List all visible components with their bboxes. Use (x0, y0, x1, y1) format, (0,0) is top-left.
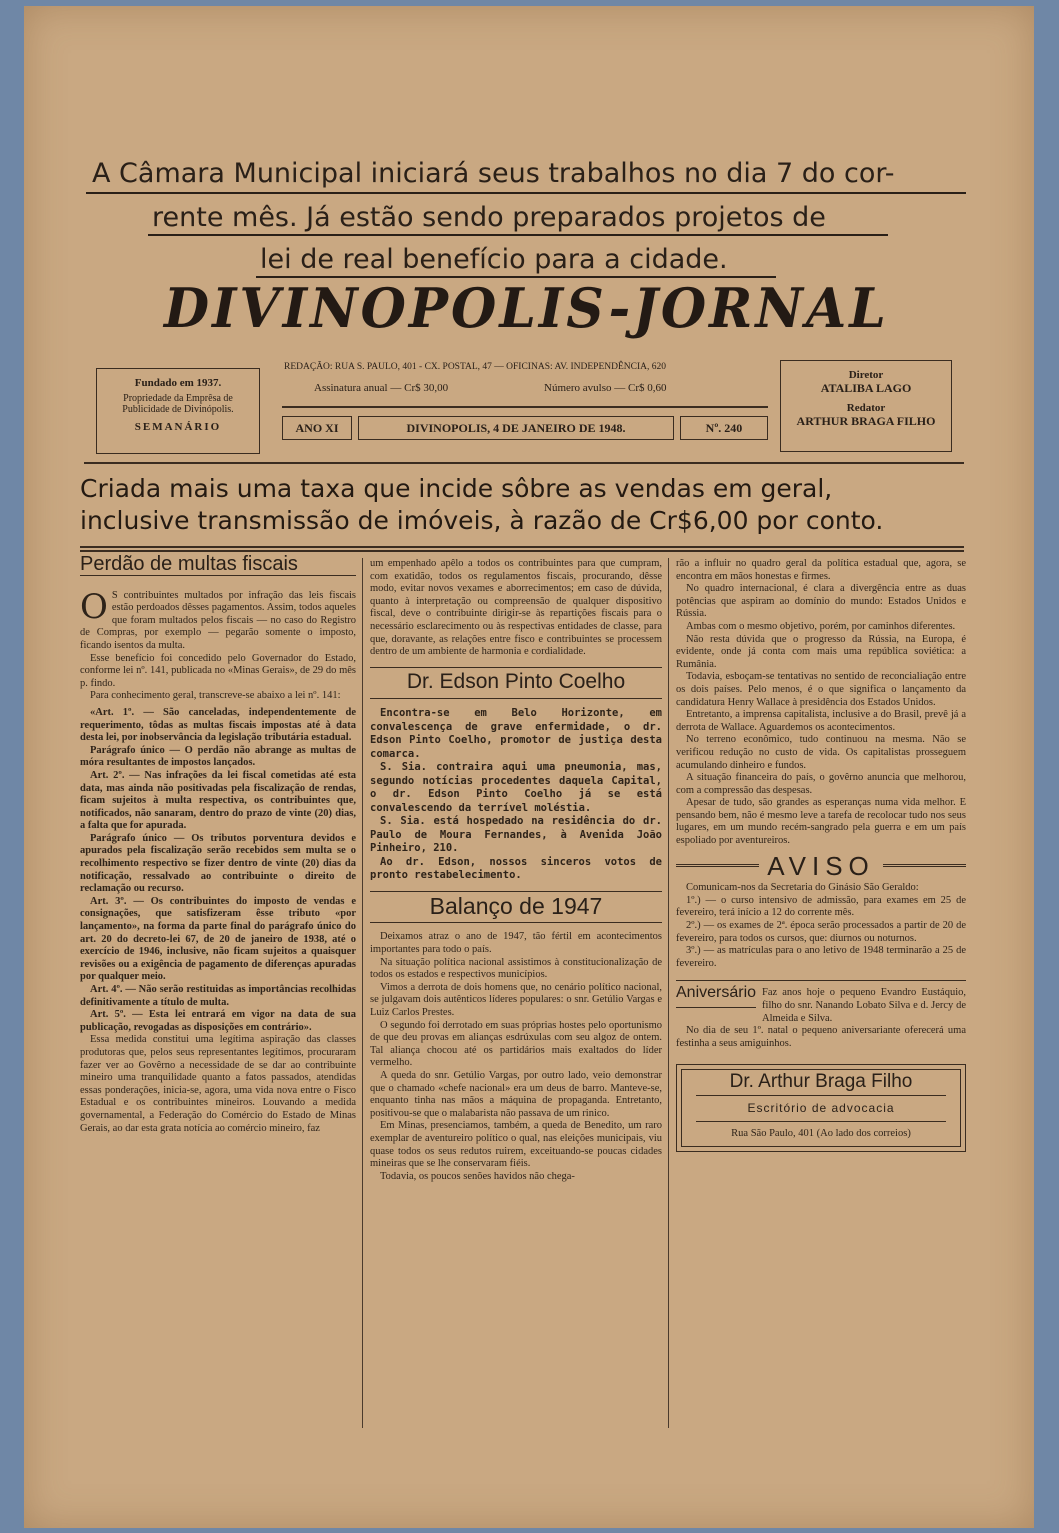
lawyer-ad (676, 1064, 966, 1152)
article-paragraph: Todavia, os poucos senões havidos não chega- (380, 1170, 575, 1182)
article-paragraph: Ao dr. Edson, nossos sinceros votos de pronto restabelecimento. (370, 855, 662, 882)
masthead-rule (84, 462, 964, 464)
headline-rule (80, 546, 964, 548)
top-headline-line-2: rente mês. Já estão sendo preparados projetos de (152, 202, 826, 233)
main-headline-line-2: inclusive transmissão de imóveis, à razão de Cr$6,00 por conto. (80, 506, 884, 535)
article-paragraph: Em Minas, presenciamos, também, a queda de Benedito, um raro exemplar de aventureiro político o qual, nas eleições municipais, viu quase todos os seus redutos ruirem, exceituando-se poucas cidades mineiras que se lhe conservaram fiéis. (370, 1120, 662, 1170)
law-article: Parágrafo único — O perdão não abrange as multas de móra resultantes de impostos lançados. (80, 744, 356, 769)
year-box: ANO XI (282, 416, 352, 440)
article-paragraph: Entretanto, a imprensa capitalista, inclusive a do Brasil, prevê já a derrota de Wallace. Aguardemos os acontecimentos. (676, 709, 966, 733)
subscription-line: Assinatura anual — Cr$ 30,00 (314, 382, 449, 394)
address-line: REDAÇÃO: RUA S. PAULO, 401 - CX. POSTAL, 47 — OFICINAS: AV. INDEPENDÊNCIA, 620 (284, 362, 667, 372)
article-paragraph: A queda do snr. Getúlio Vargas, por outro lado, veio demonstrar que o chamado «chefe nacional» era um deus de barro. Manteve-se, enquanto tinha nas mãos a máquina de propaganda. Entretanto, positivou-se que o malabarista não passava de um rinico. (370, 1069, 662, 1119)
issue-number-box: Nº. 240 (680, 416, 768, 440)
director-name: ATALIBA LAGO (820, 381, 912, 395)
article-paragraph: um empenhado apêlo a todos os contribuintes para que cumpram, com exatidão, todos os regulamentos fiscais, procurando, dêsse modo, evitar novos vexames e aborrecimentos; em caso de dúvida, quanto à interpretação ou compreensão de qualquer dispositivo fiscal, deve o contribuinte dirigir-se às repartições fiscais para o necessário esclarecimento ou às respectivas entidades de classe, para que, doravante, as relações entre fisco e contribuintes se processem dentro de um ambiente de harmonia e cordialidade. (370, 558, 662, 658)
law-article: Art. 4º. — Não serão restituidas as importâncias recolhidas definitivamente a título de multa. (80, 984, 356, 1008)
founded-box (96, 368, 260, 454)
column-1 (80, 553, 356, 1135)
article-paragraph: Na situação política nacional assistimos à constitucionalização de todos os estados e respectivos municípios. (370, 956, 662, 981)
article-paragraph: S contribuintes multados por infração das leis fiscais estão perdoados dêsses pagamentos. Assim, todos aqueles que foram multados pelos fiscais — no caso do Registro de Compras, por exemplo — pegarão somente o imposto, ficando isentos da multa. (80, 589, 356, 651)
headline-rule (80, 550, 964, 552)
article-paragraph: Deixamos atraz o ano de 1947, tão fértil em acontecimentos importantes para todo o país. (370, 931, 662, 956)
frequency-text: SEMANÁRIO (134, 421, 222, 433)
column-2 (370, 558, 662, 1183)
law-article: «Art. 1º. — São canceladas, independentemente de requerimento, tôdas as multas fiscais impostas até à data desta lei, por inobservância da legislação tributária estadual. (80, 706, 356, 744)
lawyer-name: Dr. Arthur Braga Filho (729, 1071, 913, 1093)
column-3 (676, 558, 966, 1152)
director-label: Diretor (848, 369, 884, 381)
drop-cap: O (80, 586, 108, 627)
founded-text: Fundado em 1937. (134, 377, 222, 389)
aviso-header (676, 850, 966, 881)
article-title-balanco: Balanço de 1947 (429, 892, 603, 919)
masthead-title: DIVINOPOLIS-JORNAL (164, 276, 889, 341)
article-paragraph: S. Sia. contraira aqui uma pneumonia, mas, segundo notícias procedentes daquela Capital, o dr. Edson Pinto Coelho já se está convalescendo da terrível moléstia. (370, 761, 662, 814)
notice-paragraph: Comunicam-nos da Secretaria do Ginásio São Geraldo: (686, 882, 919, 894)
article-paragraph: Apesar de tudo, são grandes as esperanças numa vida melhor. E pensando bem, não é mesmo leve a tarefa de recolocar tudo nos seus lugares, em um mundo recém-sangrado pela guerra e em um país espoliado por aventureiros. (676, 797, 966, 847)
law-article: Art. 2º. — Nas infrações da lei fiscal cometidas até esta data, mas ainda não positivadas pela fiscalização de rendas, ficam sujeitos à multa respectiva, os contribuintes que, notificados, não sanaram, dentro do prazo de vinte (20) dias, a falta que for apurada. (80, 769, 356, 832)
aviso-title: AVISO (767, 850, 875, 881)
aniversario-title: Aniversário (676, 987, 756, 1008)
article-paragraph: Encontra-se em Belo Horizonte, em convalescença de grave enfermidade, o dr. Edson Pinto Coelho, promotor de justiça desta comarca. (370, 707, 662, 760)
article-paragraph: rão a influir no quadro geral da política estadual que, agora, se encontra em mãos honestas e firmes. (676, 558, 966, 582)
law-article: Art. 3º. — Os contribuintes do imposto de vendas e consignações, que satisfizeram êsse tributo «por lançamento», na forma da parte final do parágrafo único do art. 20 do decreto-lei 67, de 20 de janeiro de 1938, até o exercício de 1946, inclusive, não ficam sujeitos a quaisquer revisões ou a exigência de pagamento de diferenças apuradas por qualquer meio. (80, 895, 356, 983)
top-headline-line-3: lei de real benefício para a cidade. (260, 244, 728, 275)
law-article: Parágrafo único — Os tributos porventura devidos e apurados pela fiscalização serão recebidos sem multa se o recolhimento respectivo se fizer dentro de vinte (20) dias da notificação, ressalvado ao contribuinte o direito de reclamação ou recurso. (80, 832, 356, 895)
notice-paragraph: 2º.) — os exames de 2ª. época serão processados a partir de 20 de fevereiro, para todos os cursos, que: diurnos ou noturnos. (676, 920, 966, 944)
column-divider (668, 558, 669, 1428)
article-paragraph: Essa medida constitui uma legítima aspiração das classes produtoras que, pelos seus representantes legítimos, procuraram fazer ver ao Govêrno a necessidade de se dar ao contribuinte mineiro uma tranquilidade quanto a fatos passados, atendidas essas ponderações, inicia-se, agora, uma vida nova entre o Fisco Estadual e os contribuintes mineiros. Louvando a medida governamental, a Federação do Comércio do Estado de Minas Gerais, ao dar esta grata notícia ao comércio mineiro, faz (80, 1034, 356, 1134)
article-paragraph: S. Sia. está hospedado na residência do dr. Paulo de Moura Fernandes, à Avenida João Pinheiro, 210. (370, 815, 662, 855)
article-paragraph: A situação financeira do país, o govêrno anuncia que melhorou, com a compressão das despesas. (676, 772, 966, 796)
notice-paragraph: Faz anos hoje o pequeno Evandro Eustáquio, filho do snr. Nanando Lobato Silva e d. Jercy de Almeida e Silva. (762, 987, 966, 1024)
newspaper-page (24, 6, 1034, 1528)
article-paragraph: No quadro internacional, é clara a divergência entre as duas potências que aspiram ao domínio do mundo: Estados Unidos e Rússia. (676, 583, 966, 620)
headline-underline (148, 234, 888, 236)
info-rule (282, 406, 768, 408)
headline-underline (86, 192, 966, 194)
lawyer-address: Rua São Paulo, 401 (Ao lado dos correios) (731, 1127, 911, 1139)
law-article: Art. 5º. — Esta lei entrará em vigor na data de sua publicação, revogadas as disposições em contrário». (80, 1009, 356, 1033)
article-paragraph: Vimos a derrota de dois homens que, no cenário político nacional, se julgavam dois autênticos líderes populares: o snr. Getúlio Vargas e Luiz Carlos Prestes. (370, 981, 662, 1018)
notice-paragraph: No dia de seu 1º. natal o pequeno aniversariante oferecerá uma festinha a seus amiguinhos. (676, 1025, 966, 1049)
article-paragraph: Esse benefício foi concedido pelo Governador do Estado, conforme lei nº. 141, publicada no «Minas Gerais», de 29 do mês p. findo. (80, 652, 356, 689)
article-paragraph: O segundo foi derrotado em suas próprias hostes pelo oportunismo de que deu provas em alianças esdrúxulas com seu algoz de ontem. Tal aliança chocou até os partidários mais exaltados do líder vermelho. (370, 1019, 662, 1069)
article-paragraph: Para conhecimento geral, transcreve-se abaixo a lei nº. 141: (90, 690, 341, 702)
dateline-box: DIVINOPOLIS, 4 DE JANEIRO DE 1948. (358, 416, 674, 440)
single-copy-line: Número avulso — Cr$ 0,60 (544, 382, 667, 394)
article-title-perdao: Perdão de multas fiscais (80, 558, 356, 576)
article-paragraph: No terreno econômico, tudo continuou na mesma. Não se verificou redução no custo de vida. Os capitalistas prosseguem acumulando dinheiro e fundos. (676, 734, 966, 771)
column-divider (362, 558, 363, 1428)
notice-paragraph: 1º.) — o curso intensivo de admissão, para exames em 25 de fevereiro, terá início a 12 do corrente mês. (676, 894, 966, 919)
editor-label: Redator (846, 402, 886, 414)
aniversario-block (676, 984, 966, 1025)
main-headline-line-1: Criada mais uma taxa que incide sôbre as vendas em geral, (80, 474, 833, 503)
lawyer-role: Escritório de advocacia (747, 1100, 895, 1115)
article-paragraph: Todavia, esboçam-se tentativas no sentido de reconcialiação entre os dois países. Pelo menos, é o que significa o lançamento da candidatura Henry Wallace à presidência dos Estados Unidos. (676, 671, 966, 708)
owner-text: Propriedade da Emprêsa de Publicidade de Divinópolis. (122, 393, 234, 415)
article-title-edson: Dr. Edson Pinto Coelho (406, 669, 626, 693)
notice-paragraph: 3º.) — as matrículas para o ano letivo de 1948 terminarão a 25 de fevereiro. (676, 945, 966, 969)
article-paragraph: Ambas com o mesmo objetivo, porém, por caminhos diferentes. (686, 620, 956, 632)
top-headline-line-1: A Câmara Municipal iniciará seus trabalhos no dia 7 do cor- (92, 158, 895, 189)
editor-name: ARTHUR BRAGA FILHO (796, 414, 936, 428)
article-paragraph: Não resta dúvida que o progresso da Rússia, na Europa, é evidente, onde já conta com mais uma república soviética: a Rumânia. (676, 633, 966, 670)
staff-box (780, 360, 952, 452)
